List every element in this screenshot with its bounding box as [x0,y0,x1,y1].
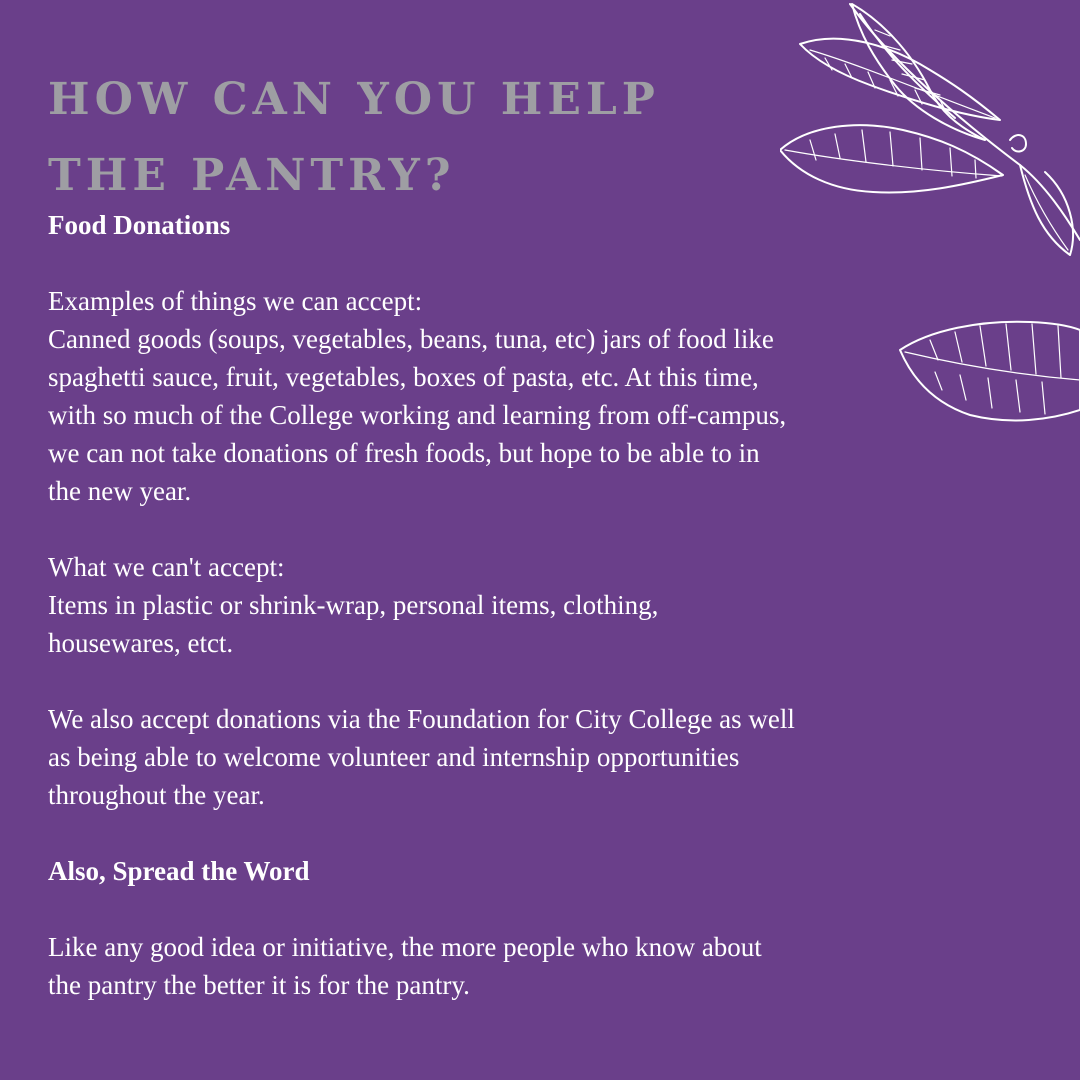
spread-word-line: the pantry the better it is for the pantry. [48,970,470,1000]
page-title [48,62,748,214]
cannot-accept-line: housewares, etct. [48,628,234,658]
foundation-line: as being able to welcome volunteer and internship opportunities [48,742,740,772]
accept-line: with so much of the College working and learning from off-campus, [48,400,787,430]
cannot-accept-label: What we can't accept: [48,552,285,582]
spread-word-line: Like any good idea or initiative, the more people who know about [48,932,762,962]
accept-line: spaghetti sauce, fruit, vegetables, boxes of pasta, etc. At this time, [48,362,759,392]
cannot-accept-line: Items in plastic or shrink-wrap, personal items, clothing, [48,590,659,620]
spread-word-paragraph [48,928,928,1004]
accept-line: we can not take donations of fresh foods, but hope to be able to in [48,438,760,468]
food-donations-title: Food Donations [48,210,231,240]
accept-label: Examples of things we can accept: [48,286,423,316]
foundation-line: We also accept donations via the Foundation for City College as well [48,704,795,734]
spread-word-title: Also, Spread the Word [48,856,310,886]
page-title-line-2: THE PANTRY? [48,150,456,201]
accept-line: Canned goods (soups, vegetables, beans, tuna, etc) jars of food like [48,324,774,354]
accept-line: the new year. [48,476,192,506]
foundation-line: throughout the year. [48,780,265,810]
cannot-accept-paragraph [48,548,928,662]
foundation-paragraph [48,700,928,814]
accept-paragraph [48,282,928,510]
page-title-line-1: HOW CAN YOU HELP [48,74,660,125]
content-body [48,206,928,1004]
